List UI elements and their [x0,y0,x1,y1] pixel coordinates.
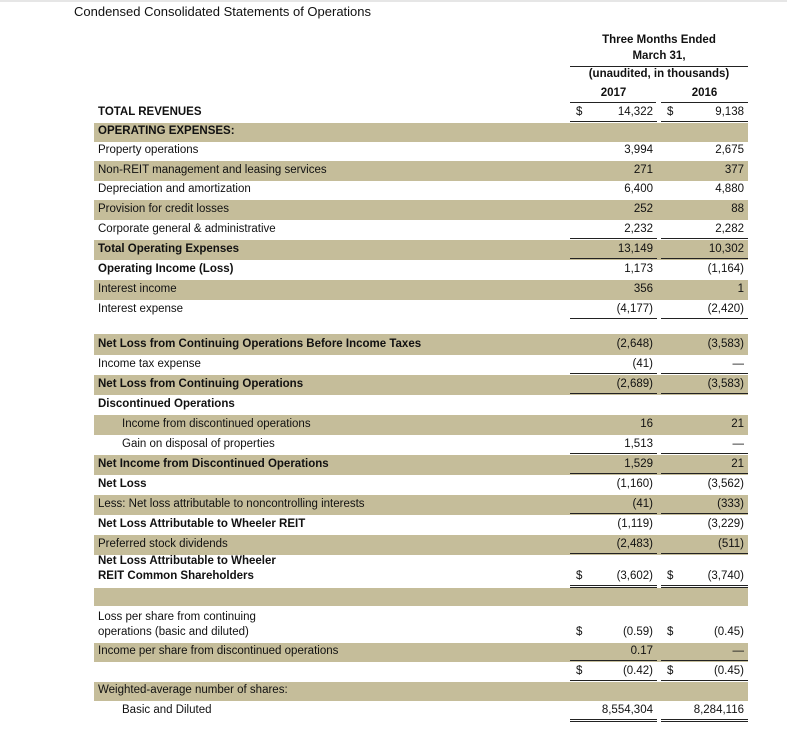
table-row [94,643,748,662]
value-text: (3,740) [707,570,744,582]
value-text: 2,282 [715,223,744,235]
value-text: (1,160) [616,478,653,490]
value-text: (1,119) [617,518,653,530]
value-cell-2017 [570,123,657,140]
table-row [94,103,748,123]
value-text: 3,994 [624,144,653,156]
value-cell-2016 [661,475,748,493]
row-label: Basic and Diluted [122,704,212,716]
value-cell-2016 [661,415,748,433]
value-cell-2017 [570,435,657,454]
value-cell-2016 [661,515,748,533]
value-text: 13,149 [617,243,653,255]
row-label: Net Loss from Continuing Operations Before Income Taxes [98,338,422,350]
value-cell-2017 [570,260,657,278]
value-cell-2016 [661,280,748,298]
currency-symbol: $ [576,626,583,638]
table-row [94,161,748,181]
currency-symbol: $ [667,665,674,677]
value-cell-2017 [570,355,657,374]
currency-symbol: $ [667,626,674,638]
value-text: 8,284,116 [693,704,744,716]
table-row [94,495,748,515]
value-text: 9,138 [715,106,744,118]
table-row [94,606,748,643]
value-cell-2016 [661,300,748,319]
value-text: 1,513 [624,438,653,450]
row-label: Operating Income (Loss) [98,263,234,275]
row-label: Property operations [98,144,199,156]
value-text: 377 [724,164,744,176]
value-text: 16 [640,418,653,430]
value-text: — [732,358,744,370]
value-text: 21 [731,418,744,430]
header-date: March 31, [632,50,686,62]
value-cell-2016 [661,260,748,278]
table-row [94,475,748,495]
header-rule [570,66,748,67]
value-cell-2016 [661,240,748,259]
value-text: (2,648) [616,338,653,350]
row-label: Net Loss Attributable to Wheeler REIT Common Shareholders [98,555,276,582]
value-text: (2,420) [707,303,744,315]
row-label: Corporate general & administrative [98,223,276,235]
row-label: Discontinued Operations [98,398,235,410]
value-text: (41) [632,358,653,370]
value-text: 88 [731,203,744,215]
row-label: Income from discontinued operations [122,418,311,430]
table-row [94,260,748,280]
table-row [94,701,748,721]
value-cell-2017 [570,280,657,298]
value-text: 6,400 [624,183,653,195]
value-text: (0.45) [713,665,744,677]
table-row [94,588,748,606]
value-cell-2017 [570,588,657,604]
value-cell-2017 [570,334,657,353]
value-cell-2016 [661,606,748,641]
value-cell-2017 [570,606,657,641]
value-cell-2017 [570,701,657,722]
value-cell-2016 [661,588,748,604]
table-row [94,375,748,395]
value-cell-2017 [570,643,657,661]
value-text: 14,322 [617,106,653,118]
row-label: TOTAL REVENUES [98,106,202,118]
value-cell-2017 [570,395,657,413]
value-cell-2017 [570,535,657,554]
value-cell-2016 [661,161,748,179]
value-cell-2017 [570,515,657,533]
value-text: 2,675 [715,144,744,156]
table-row [94,455,748,475]
row-label: Less: Net loss attributable to noncontrolling interests [98,498,365,510]
value-cell-2017 [570,495,657,514]
table-row [94,280,748,300]
row-label: Income per share from discontinued operations [98,645,339,657]
row-label: Preferred stock dividends [98,538,228,550]
table-row [94,200,748,220]
value-cell-2017 [570,475,657,493]
value-cell-2017 [570,555,657,588]
header-year-2017: 2017 [600,87,627,99]
value-text: 0.17 [630,645,653,657]
table-row [94,682,748,701]
currency-symbol: $ [576,106,583,118]
header-period: Three Months Ended [602,34,716,46]
currency-symbol: $ [576,570,583,582]
value-cell-2017 [570,662,657,683]
value-cell-2017 [570,682,657,699]
value-cell-2016 [661,395,748,413]
value-text: (0.59) [622,626,653,638]
value-text: (511) [718,538,744,550]
table-row [94,220,748,240]
value-text: (4,177) [616,303,653,315]
row-label: Net Income from Discontinued Operations [98,458,329,470]
table-row [94,515,748,535]
value-cell-2016 [661,123,748,140]
value-text: (2,483) [616,538,653,550]
value-text: 8,554,304 [601,704,653,716]
value-text: 1 [737,283,744,295]
value-cell-2017 [570,103,657,122]
table-row [94,395,748,415]
value-cell-2017 [570,181,657,198]
value-cell-2016 [661,701,748,722]
value-text: (3,602) [616,570,653,582]
value-cell-2016 [661,200,748,218]
value-cell-2017 [570,161,657,179]
row-label: Provision for credit losses [98,203,230,215]
row-label: Interest income [98,283,177,295]
value-text: (1,164) [707,263,744,275]
value-cell-2016 [661,455,748,474]
value-text: 4,880 [715,183,744,195]
value-cell-2016 [661,643,748,661]
value-cell-2017 [570,240,657,259]
value-text: 271 [633,164,653,176]
value-cell-2017 [570,415,657,433]
value-cell-2016 [661,220,748,239]
value-cell-2016 [661,435,748,454]
value-cell-2016 [661,142,748,159]
value-text: (3,562) [707,478,744,490]
table-row [94,415,748,435]
row-label: Net Loss Attributable to Wheeler REIT [98,518,306,530]
value-text: 252 [633,203,653,215]
table-row [94,535,748,555]
value-cell-2016 [661,334,748,353]
table-row [94,181,748,200]
value-cell-2016 [661,181,748,198]
value-cell-2017 [570,300,657,319]
value-cell-2017 [570,142,657,159]
value-text: (3,583) [707,338,744,350]
row-label: OPERATING EXPENSES: [98,125,235,137]
page-top-border [0,0,787,2]
value-cell-2017 [570,200,657,218]
table-row [94,355,748,375]
header-year-2016: 2016 [691,87,718,99]
row-label: Total Operating Expenses [98,243,240,255]
value-text: (0.45) [713,626,744,638]
value-text: — [732,438,744,450]
value-text: 10,302 [708,243,744,255]
value-text: (3,229) [707,518,744,530]
row-label: Interest expense [98,303,184,315]
value-text: (2,689) [616,378,653,390]
value-cell-2016 [661,555,748,588]
value-text: 1,529 [624,458,653,470]
value-text: 356 [633,283,653,295]
value-text: (3,583) [707,378,744,390]
row-label: Weighted-average number of shares: [98,684,288,696]
value-text: (41) [632,498,653,510]
value-text: (0.42) [622,665,653,677]
value-cell-2016 [661,103,748,122]
row-label: Net Loss from Continuing Operations [98,378,304,390]
row-label: Loss per share from continuing operations (basic and diluted) [98,611,256,638]
row-label: Net Loss [98,478,147,490]
table-row [94,555,748,587]
value-cell-2017 [570,455,657,474]
table-row [94,300,748,320]
currency-symbol: $ [667,106,674,118]
table-row [94,334,748,355]
row-label: Income tax expense [98,358,201,370]
value-cell-2016 [661,662,748,683]
row-label: Depreciation and amortization [98,183,251,195]
row-label: Gain on disposal of properties [122,438,275,450]
statement-title: Condensed Consolidated Statements of Operations [74,4,372,19]
table-row [94,123,748,142]
value-text: 1,173 [624,263,653,275]
table-row [94,435,748,455]
currency-symbol: $ [576,665,583,677]
value-cell-2016 [661,535,748,554]
value-cell-2017 [570,375,657,394]
value-cell-2017 [570,220,657,239]
value-cell-2016 [661,375,748,394]
table-row [94,662,748,682]
currency-symbol: $ [667,570,674,582]
row-label: Non-REIT management and leasing services [98,164,327,176]
value-text: (333) [717,498,744,510]
value-text: 2,232 [624,223,653,235]
value-cell-2016 [661,682,748,699]
value-cell-2016 [661,495,748,514]
table-row [94,142,748,161]
value-cell-2016 [661,355,748,374]
value-text: 21 [731,458,744,470]
header-basis: (unaudited, in thousands) [588,68,730,80]
table-row [94,240,748,260]
value-text: — [732,645,744,657]
